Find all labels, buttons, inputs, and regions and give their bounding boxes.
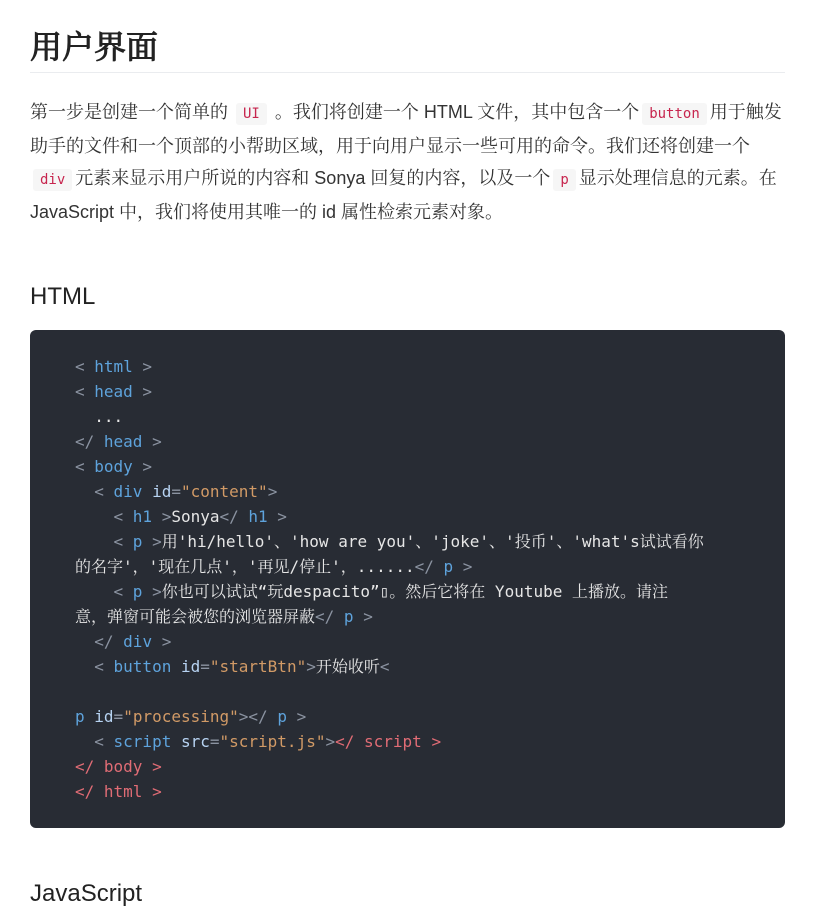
code-token: = <box>200 657 210 676</box>
divider <box>30 72 785 73</box>
code-token: < <box>75 357 95 376</box>
code-token: "content" <box>180 482 268 501</box>
code-line <box>75 779 704 804</box>
code-line <box>75 454 704 479</box>
intro-text: 显示处理信息的元素。在 JavaScript 中，我们将使用其唯一的 id 属性检索元素对象。 <box>30 168 777 222</box>
code-token: div <box>113 482 143 501</box>
code-token: div <box>123 632 153 651</box>
code-token: html <box>94 357 133 376</box>
page-title: 用户界面 <box>30 29 159 65</box>
code-token: "processing" <box>123 707 239 726</box>
code-token: src <box>171 732 210 751</box>
code-token: </ <box>75 632 124 651</box>
code-token: </ script > <box>335 732 442 751</box>
code-token: 你也可以试试“玩despacito”▯。然后它将在 Youtube 上播放。请注 <box>161 582 668 601</box>
code-token: head <box>103 432 143 451</box>
code-token: > <box>353 607 373 626</box>
code-line <box>75 704 704 729</box>
inline-code: p <box>553 169 575 191</box>
code-token: script <box>113 732 172 751</box>
code-token: > <box>453 557 473 576</box>
code-line <box>75 579 704 604</box>
code-token: = <box>171 482 181 501</box>
code-token: ></ <box>238 707 278 726</box>
code-token: > <box>142 432 162 451</box>
code-line <box>75 604 704 629</box>
code-token: </ body > <box>75 757 162 776</box>
code-token: id <box>84 707 114 726</box>
inline-code: UI <box>236 103 267 125</box>
code-token: < <box>75 732 114 751</box>
code-token: ... <box>75 407 124 426</box>
code-token: > <box>132 457 153 476</box>
code-token: </ <box>75 432 104 451</box>
intro-text: 第一步是创建一个简单的 <box>30 102 233 122</box>
code-token: h1 <box>132 507 153 526</box>
code-token: "startBtn" <box>209 657 307 676</box>
code-token: </ <box>414 557 444 576</box>
code-token: 开始收听 <box>315 657 380 676</box>
code-token: < <box>75 482 114 501</box>
code-token: h1 <box>248 507 268 526</box>
code-token: p <box>132 532 143 551</box>
code-token: < <box>75 532 133 551</box>
code-token: > <box>142 582 162 601</box>
code-token: p <box>277 707 287 726</box>
code-token: p <box>132 582 143 601</box>
intro-text: 。我们将创建一个 HTML 文件，其中包含一个 <box>269 102 640 122</box>
code-line <box>75 679 704 704</box>
code-token: 意，弹窗可能会被您的浏览器屏蔽 <box>75 607 316 626</box>
code-token: </ <box>219 507 249 526</box>
inline-code: button <box>642 103 707 125</box>
code-token: = <box>209 732 220 751</box>
code-token: p <box>75 707 85 726</box>
code-line <box>75 404 704 429</box>
javascript-heading: JavaScript <box>30 880 143 907</box>
code-token: p <box>443 557 454 576</box>
code-line <box>75 754 704 779</box>
code-token: > <box>132 382 153 401</box>
code-token: > <box>286 707 307 726</box>
code-line <box>75 729 704 754</box>
code-token: > <box>267 507 287 526</box>
code-token: 的名字'，'现在几点'，'再见/停止'，...... <box>75 557 415 576</box>
code-line <box>75 554 704 579</box>
code-token: > <box>306 657 316 676</box>
code-line <box>75 479 704 504</box>
code-token: Sonya <box>171 507 220 526</box>
code-line <box>75 529 704 554</box>
code-line <box>75 379 704 404</box>
html-heading: HTML <box>30 283 96 310</box>
code-token: > <box>152 507 172 526</box>
code-token: < <box>75 657 114 676</box>
code-line <box>75 654 704 679</box>
code-line <box>75 429 704 454</box>
intro-text: 元素来显示用户所说的内容和 Sonya 回复的内容，以及一个 <box>75 168 551 188</box>
code-line <box>75 354 704 379</box>
html-code-block <box>30 330 785 828</box>
intro-text: 用于触发助手的文件和一个顶部的小帮助区域，用于向用户显示一些可用的命令。我们还将创建一个 <box>30 102 782 156</box>
code-token: body <box>94 457 133 476</box>
code-token: 用'hi/hello'、'how are you'、'joke'、'投币'、'what's试试看你 <box>161 532 704 551</box>
code-token: "script.js" <box>219 732 326 751</box>
code-token: > <box>267 482 278 501</box>
code-token: p <box>343 607 354 626</box>
code-token: id <box>171 657 201 676</box>
code-token: < <box>75 457 95 476</box>
code-token: > <box>152 632 172 651</box>
code-line <box>75 629 704 654</box>
code-token: > <box>132 357 153 376</box>
code-token: = <box>113 707 124 726</box>
inline-code: div <box>33 169 72 191</box>
code-token: button <box>113 657 172 676</box>
code-line <box>75 504 704 529</box>
code-token: < <box>75 382 95 401</box>
code-token: </ html > <box>75 782 162 801</box>
code-token: </ <box>315 607 344 626</box>
code-token: < <box>379 657 390 676</box>
code-token: < <box>75 582 133 601</box>
intro-paragraph <box>30 96 785 228</box>
code-token: > <box>325 732 336 751</box>
code-token: id <box>142 482 172 501</box>
code-token: > <box>142 532 162 551</box>
code-token: head <box>94 382 133 401</box>
code-token: < <box>75 507 133 526</box>
